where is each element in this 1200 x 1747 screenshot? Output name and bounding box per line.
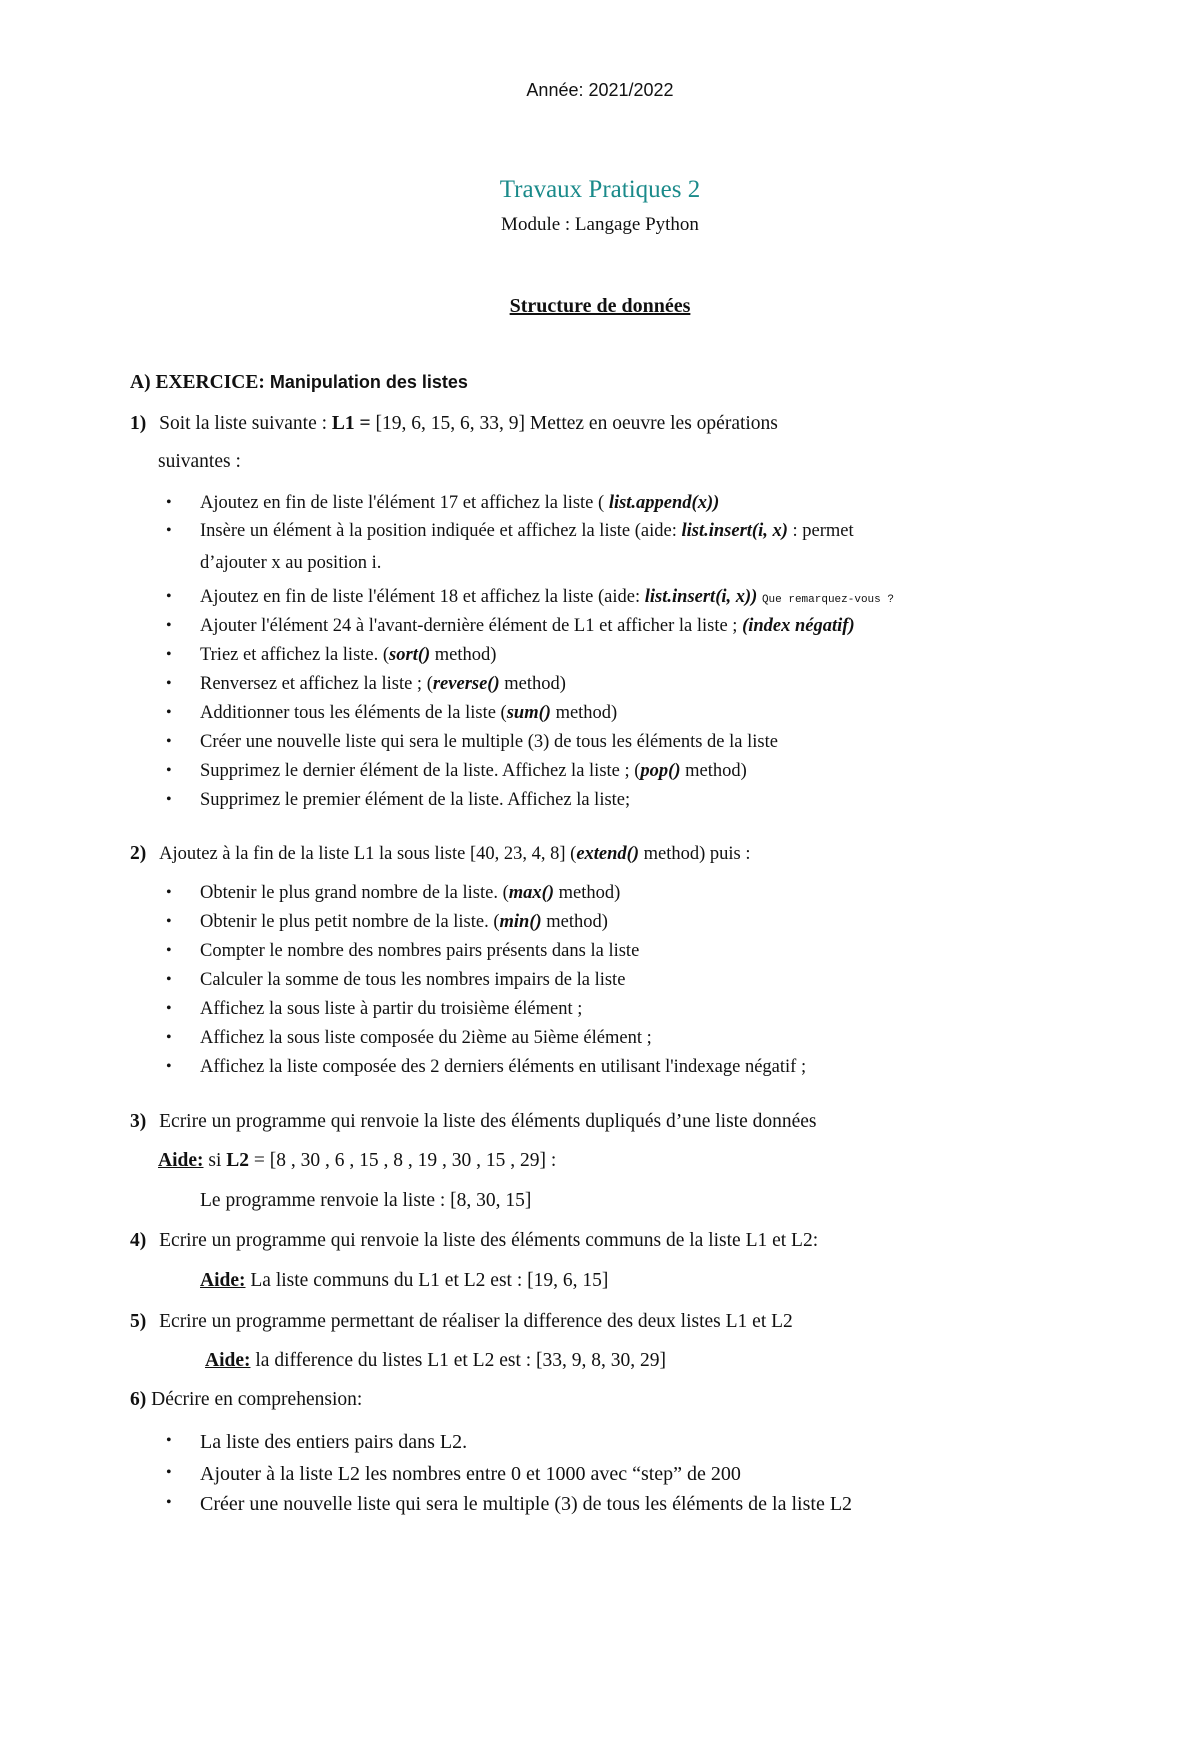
aide-label: Aide: xyxy=(158,1150,204,1171)
code-snippet: reverse() xyxy=(432,674,500,694)
bullet-item xyxy=(200,703,617,724)
question-number: 6) xyxy=(130,1389,147,1410)
bullet-item xyxy=(200,616,855,637)
bullet-text: Affichez la sous liste à partir du troisième élément ; xyxy=(200,999,583,1019)
code-snippet: max() xyxy=(508,883,554,903)
bullet-item xyxy=(200,883,620,904)
aide-text: La liste communs du L1 et L2 est : [19, 6, 15] xyxy=(245,1270,609,1291)
bullet-item xyxy=(200,941,639,962)
question-4 xyxy=(130,1230,818,1252)
bullet-text: Ajoutez en fin de liste l'élément 17 et affichez la liste ( xyxy=(200,493,609,513)
aide-label: Aide: xyxy=(200,1270,246,1291)
bullet-item xyxy=(200,761,747,782)
aide-label: Aide: xyxy=(205,1350,251,1371)
bullet-marker: • xyxy=(166,522,172,539)
question-1 xyxy=(130,413,778,435)
remark-text: Que remarquez-vous ? xyxy=(761,594,894,606)
code-snippet: sum() xyxy=(506,703,551,723)
question-2 xyxy=(130,843,751,865)
bullet-item xyxy=(200,912,608,933)
question-4-aide xyxy=(200,1270,608,1292)
list-name: L2 xyxy=(226,1150,250,1171)
bullet-text: Renversez et affichez la liste ; ( xyxy=(200,674,433,694)
bullet-text: Calculer la somme de tous les nombres impairs de la liste xyxy=(200,970,626,990)
aide-text: = [8 , 30 , 6 , 15 , 8 , 19 , 30 , 15 , 29] : xyxy=(249,1150,557,1171)
bullet-item xyxy=(200,1057,806,1078)
bullet-text: method) xyxy=(541,912,608,932)
bullet-item xyxy=(200,674,566,695)
aide-text: la difference du listes L1 et L2 est : [33, 9, 8, 30, 29] xyxy=(250,1350,667,1371)
question-text: Soit la liste suivante : xyxy=(159,413,332,434)
bullet-marker: • xyxy=(166,913,172,930)
question-text: Décrire en comprehension: xyxy=(146,1389,363,1410)
bullet-marker: • xyxy=(166,1494,172,1511)
bullet-item xyxy=(200,1463,741,1486)
question-number: 2) xyxy=(130,843,147,864)
bullet-text: Créer une nouvelle liste qui sera le multiple (3) de tous les éléments de la liste L2 xyxy=(200,1493,853,1515)
bullet-item xyxy=(200,732,778,753)
aide-text: si xyxy=(203,1150,227,1171)
question-5 xyxy=(130,1311,793,1333)
bullet-marker: • xyxy=(166,971,172,988)
question-text: method) puis : xyxy=(639,844,751,864)
bullet-marker: • xyxy=(166,1432,172,1449)
bullet-marker: • xyxy=(166,733,172,750)
school-year: Année: 2021/2022 xyxy=(526,80,674,100)
bullet-text: Insère un élément à la position indiquée et affichez la liste (aide: xyxy=(200,521,682,541)
exercise-title: Manipulation des listes xyxy=(264,372,468,392)
question-text: Ecrire un programme qui renvoie la liste des éléments dupliqués d’une liste données xyxy=(159,1111,817,1132)
bullet-marker: • xyxy=(166,1058,172,1075)
question-3-result: Le programme renvoie la liste : [8, 30, 15] xyxy=(200,1190,532,1211)
question-3 xyxy=(130,1111,817,1133)
bullet-text: Compter le nombre des nombres pairs présents dans la liste xyxy=(200,941,640,961)
question-number: 1) xyxy=(130,413,147,434)
bullet-text: method) xyxy=(499,674,566,694)
code-snippet: (index négatif) xyxy=(742,616,855,636)
question-number: 3) xyxy=(130,1111,147,1132)
bullet-text: Additionner tous les éléments de la liste ( xyxy=(200,703,507,723)
list-value: [19, 6, 15, 6, 33, 9] xyxy=(375,413,526,434)
bullet-text: : permet xyxy=(787,521,854,541)
bullet-text: Triez et affichez la liste. ( xyxy=(200,645,390,665)
bullet-marker: • xyxy=(166,884,172,901)
code-snippet: list.insert(i, x)) xyxy=(644,587,758,607)
question-number: 4) xyxy=(130,1230,147,1251)
bullet-text: Créer une nouvelle liste qui sera le multiple (3) de tous les éléments de la liste xyxy=(200,732,778,752)
code-snippet: list.append(x)) xyxy=(608,493,720,513)
bullet-text: Supprimez le premier élément de la liste. Affichez la liste; xyxy=(200,790,631,810)
question-text: Ecrire un programme permettant de réaliser la difference des deux listes L1 et L2 xyxy=(159,1311,793,1332)
bullet-item xyxy=(200,587,894,608)
bullet-text: Affichez la sous liste composée du 2ième au 5ième élément ; xyxy=(200,1028,652,1048)
question-3-aide xyxy=(158,1150,556,1172)
module-name: Module : Langage Python xyxy=(501,214,699,235)
bullet-item xyxy=(200,1493,852,1516)
bullet-marker: • xyxy=(166,791,172,808)
bullet-item xyxy=(200,1431,467,1454)
question-5-aide xyxy=(205,1350,666,1372)
question-text: Ecrire un programme qui renvoie la liste des éléments communs de la liste L1 et L2: xyxy=(159,1230,819,1251)
bullet-text: d’ajouter x au position i. xyxy=(200,553,382,573)
bullet-marker: • xyxy=(166,1464,172,1481)
list-name: L1 = xyxy=(331,413,376,434)
bullet-text: Ajouter à la liste L2 les nombres entre 0 et 1000 avec “step” de 200 xyxy=(200,1463,741,1485)
bullet-text: method) xyxy=(553,883,621,903)
bullet-text: Affichez la liste composée des 2 derniers éléments en utilisant l'indexage négatif ; xyxy=(200,1057,807,1077)
question-number: 5) xyxy=(130,1311,147,1332)
question-text: Mettez en oeuvre les opérations xyxy=(525,413,778,434)
question-text: Ajoutez à la fin de la liste L1 la sous liste [40, 23, 4, 8] ( xyxy=(159,844,577,864)
bullet-item xyxy=(200,493,719,514)
bullet-item xyxy=(200,645,496,666)
bullet-text: method) xyxy=(430,645,497,665)
question-6 xyxy=(130,1389,362,1411)
bullet-text: method) xyxy=(550,703,618,723)
bullet-text: Ajoutez en fin de liste l'élément 18 et affichez la liste (aide: xyxy=(200,587,645,607)
bullet-item xyxy=(200,553,381,574)
bullet-marker: • xyxy=(166,1000,172,1017)
section-title: Structure de données xyxy=(509,295,691,317)
bullet-marker: • xyxy=(166,617,172,634)
bullet-marker: • xyxy=(166,1029,172,1046)
code-snippet: extend() xyxy=(576,844,639,864)
document-title: Travaux Pratiques 2 xyxy=(499,176,701,203)
bullet-marker: • xyxy=(166,646,172,663)
bullet-marker: • xyxy=(166,675,172,692)
exercise-heading xyxy=(130,372,468,394)
bullet-text: Ajouter l'élément 24 à l'avant-dernière élément de L1 et afficher la liste ; xyxy=(200,616,743,636)
bullet-text: Obtenir le plus petit nombre de la liste. ( xyxy=(200,912,500,932)
code-snippet: sort() xyxy=(389,645,431,665)
bullet-marker: • xyxy=(166,942,172,959)
bullet-marker: • xyxy=(166,588,172,605)
bullet-item xyxy=(200,999,582,1020)
code-snippet: min() xyxy=(499,912,542,932)
code-snippet: list.insert(i, x) xyxy=(681,521,788,541)
bullet-item xyxy=(200,1028,652,1049)
bullet-text: method) xyxy=(680,761,747,781)
bullet-text: La liste des entiers pairs dans L2. xyxy=(200,1431,468,1453)
bullet-item xyxy=(200,970,625,991)
bullet-text: Supprimez le dernier élément de la liste. Affichez la liste ; ( xyxy=(200,761,641,781)
bullet-marker: • xyxy=(166,494,172,511)
question-1-cont: suivantes : xyxy=(158,451,241,472)
bullet-item xyxy=(200,790,630,811)
bullet-item xyxy=(200,521,854,542)
bullet-marker: • xyxy=(166,704,172,721)
code-snippet: pop() xyxy=(640,761,681,781)
exercise-label: A) EXERCICE: xyxy=(130,372,265,393)
bullet-text: Obtenir le plus grand nombre de la liste. ( xyxy=(200,883,509,903)
bullet-marker: • xyxy=(166,762,172,779)
